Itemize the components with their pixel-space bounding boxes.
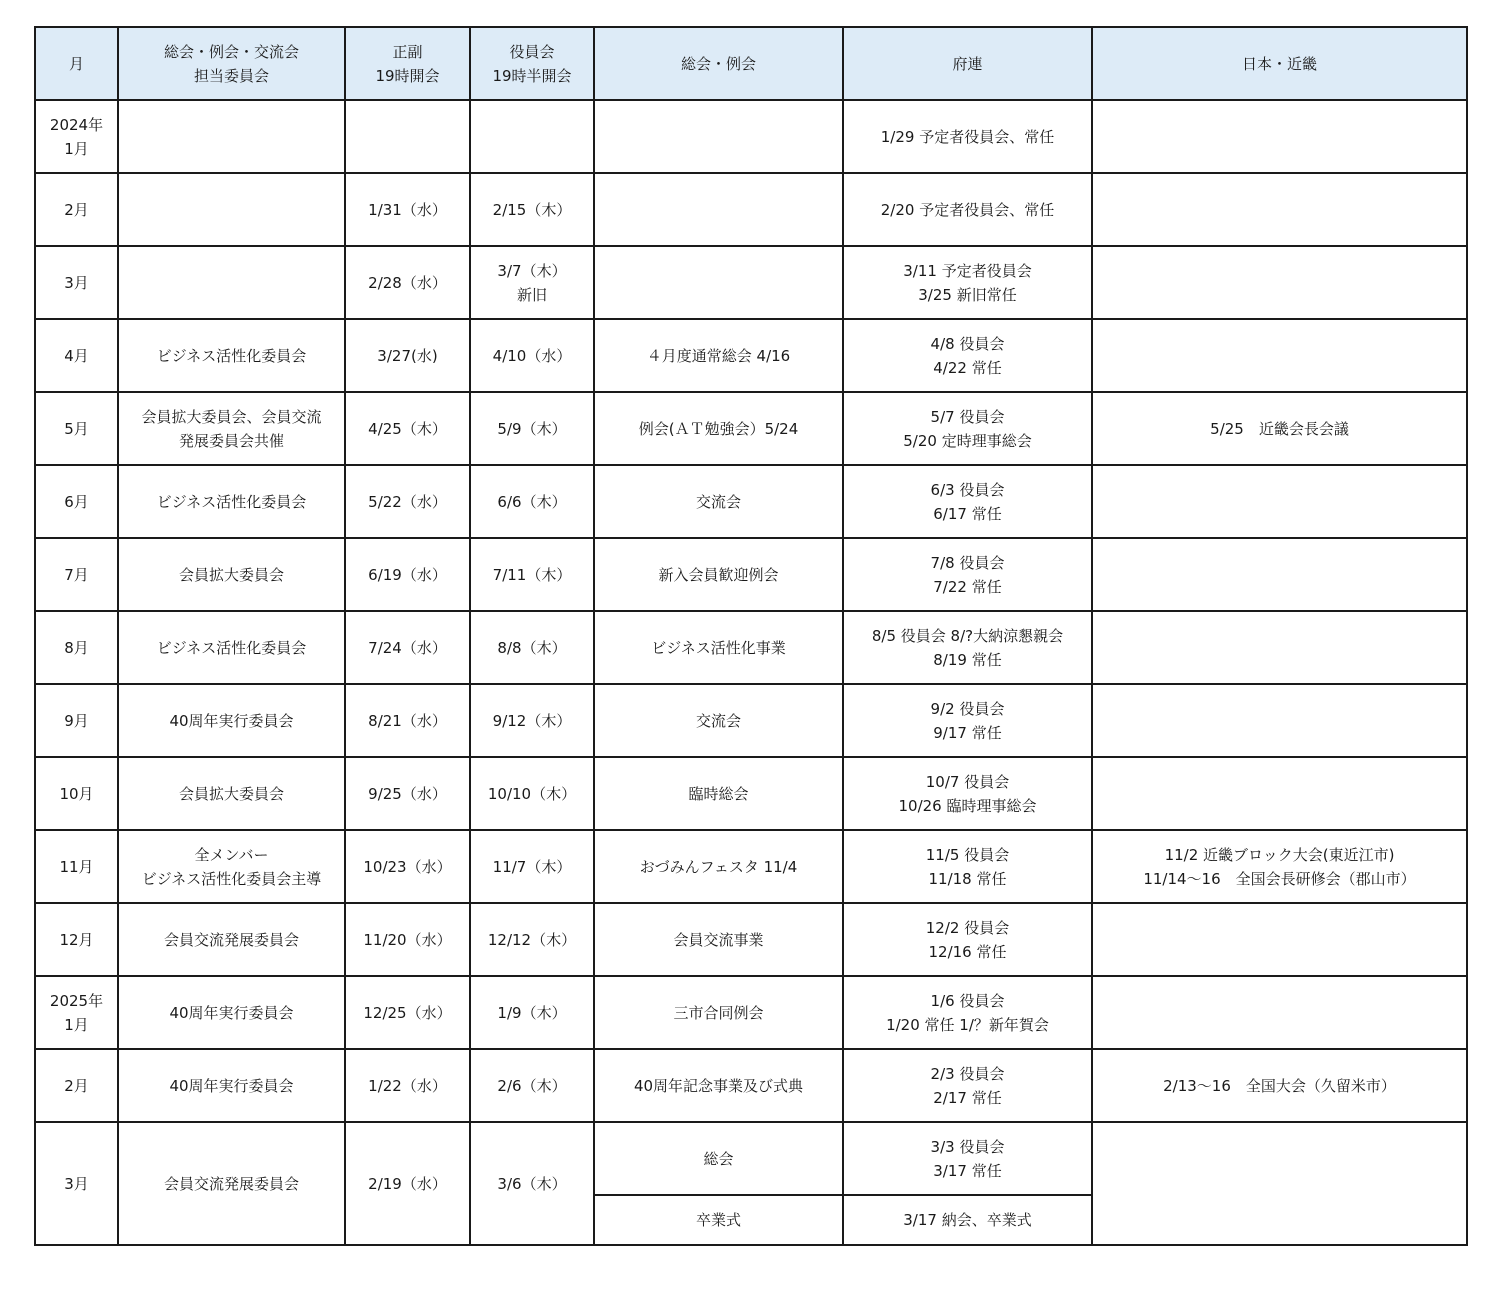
cell-furen: 1/29 予定者役員会、常任 [843,100,1092,173]
cell-soukai: 卒業式 [594,1195,843,1245]
cell-soukai: 新入会員歓迎例会 [594,538,843,611]
cell-nihon [1092,611,1467,684]
cell-seifuku: 9/25（水） [345,757,470,830]
cell-seifuku: 1/22（水） [345,1049,470,1122]
cell-committee: 全メンバー ビジネス活性化委員会主導 [118,830,345,903]
cell-furen: 7/8 役員会 7/22 常任 [843,538,1092,611]
cell-committee: ビジネス活性化委員会 [118,611,345,684]
cell-furen: 2/20 予定者役員会、常任 [843,173,1092,246]
table-row [35,830,1467,903]
cell-committee [118,246,345,319]
header-yakuinkai: 役員会 19時半開会 [470,27,594,100]
cell-furen: 4/8 役員会 4/22 常任 [843,319,1092,392]
header-nihon: 日本・近畿 [1092,27,1467,100]
cell-soukai: 交流会 [594,684,843,757]
cell-yakuinkai: 3/7（木） 新旧 [470,246,594,319]
cell-yakuinkai: 6/6（木） [470,465,594,538]
cell-nihon [1092,319,1467,392]
cell-committee: ビジネス活性化委員会 [118,319,345,392]
header-soukai: 総会・例会 [594,27,843,100]
cell-soukai: おづみんフェスタ 11/4 [594,830,843,903]
cell-seifuku: 6/19（水） [345,538,470,611]
cell-month: 8月 [35,611,118,684]
cell-furen: 3/17 納会、卒業式 [843,1195,1092,1245]
cell-furen: 2/3 役員会 2/17 常任 [843,1049,1092,1122]
cell-committee: 40周年実行委員会 [118,684,345,757]
cell-nihon [1092,465,1467,538]
cell-furen: 1/6 役員会 1/20 常任 1/？新年賀会 [843,976,1092,1049]
cell-committee: 会員拡大委員会、会員交流 発展委員会共催 [118,392,345,465]
cell-furen: 9/2 役員会 9/17 常任 [843,684,1092,757]
cell-furen: 5/7 役員会 5/20 定時理事総会 [843,392,1092,465]
cell-yakuinkai [470,100,594,173]
cell-soukai: 臨時総会 [594,757,843,830]
cell-soukai: 三市合同例会 [594,976,843,1049]
cell-month: 6月 [35,465,118,538]
cell-seifuku: 8/21（水） [345,684,470,757]
cell-nihon [1092,684,1467,757]
cell-month: 7月 [35,538,118,611]
cell-seifuku: 4/25（木） [345,392,470,465]
cell-seifuku: 2/19（水） [345,1122,470,1245]
cell-committee: 会員交流発展委員会 [118,903,345,976]
cell-month: 3月 [35,1122,118,1245]
cell-soukai: ４月度通常総会 4/16 [594,319,843,392]
cell-committee: 40周年実行委員会 [118,976,345,1049]
cell-yakuinkai: 10/10（木） [470,757,594,830]
cell-month: 4月 [35,319,118,392]
cell-yakuinkai: 5/9（木） [470,392,594,465]
table-row [35,611,1467,684]
cell-furen: 3/3 役員会 3/17 常任 [843,1122,1092,1195]
table-row [35,538,1467,611]
cell-soukai: 40周年記念事業及び式典 [594,1049,843,1122]
cell-month: 2月 [35,1049,118,1122]
table-row [35,684,1467,757]
cell-yakuinkai: 11/7（木） [470,830,594,903]
table-row [35,903,1467,976]
cell-soukai: 例会(ＡＴ勉強会）5/24 [594,392,843,465]
cell-nihon [1092,100,1467,173]
cell-yakuinkai: 7/11（木） [470,538,594,611]
table-row [35,757,1467,830]
cell-seifuku: 1/31（水） [345,173,470,246]
cell-seifuku: 2/28（水） [345,246,470,319]
header-furen: 府連 [843,27,1092,100]
cell-month: 3月 [35,246,118,319]
table-row [35,392,1467,465]
cell-nihon: 5/25 近畿会長会議 [1092,392,1467,465]
cell-soukai: 総会 [594,1122,843,1195]
cell-furen: 11/5 役員会 11/18 常任 [843,830,1092,903]
table-row [35,1122,1467,1195]
cell-nihon: 2/13〜16 全国大会（久留米市） [1092,1049,1467,1122]
cell-committee: 40周年実行委員会 [118,1049,345,1122]
cell-soukai [594,100,843,173]
cell-month: 2024年 1月 [35,100,118,173]
cell-nihon: 11/2 近畿ブロック大会(東近江市) 11/14〜16 全国会長研修会（郡山市） [1092,830,1467,903]
cell-nihon [1092,757,1467,830]
table-row [35,319,1467,392]
cell-furen: 6/3 役員会 6/17 常任 [843,465,1092,538]
cell-committee: ビジネス活性化委員会 [118,465,345,538]
cell-seifuku: 12/25（水） [345,976,470,1049]
cell-yakuinkai: 9/12（木） [470,684,594,757]
table-row [35,100,1467,173]
cell-yakuinkai: 2/15（木） [470,173,594,246]
cell-furen: 8/5 役員会 8/?大納涼懇親会 8/19 常任 [843,611,1092,684]
table-row [35,976,1467,1049]
table-row [35,465,1467,538]
cell-nihon [1092,246,1467,319]
cell-yakuinkai: 8/8（木） [470,611,594,684]
cell-furen: 3/11 予定者役員会 3/25 新旧常任 [843,246,1092,319]
cell-furen: 12/2 役員会 12/16 常任 [843,903,1092,976]
cell-seifuku [345,100,470,173]
cell-committee [118,100,345,173]
cell-yakuinkai: 3/6（木） [470,1122,594,1245]
cell-seifuku: 7/24（水） [345,611,470,684]
cell-committee: 会員拡大委員会 [118,757,345,830]
cell-soukai: 会員交流事業 [594,903,843,976]
cell-soukai [594,246,843,319]
schedule-table [34,26,1468,1246]
table-row [35,1049,1467,1122]
cell-soukai [594,173,843,246]
cell-furen: 10/7 役員会 10/26 臨時理事総会 [843,757,1092,830]
header-committee: 総会・例会・交流会 担当委員会 [118,27,345,100]
cell-committee: 会員交流発展委員会 [118,1122,345,1245]
cell-soukai: ビジネス活性化事業 [594,611,843,684]
cell-committee: 会員拡大委員会 [118,538,345,611]
header-row [35,27,1467,100]
cell-month: 10月 [35,757,118,830]
cell-yakuinkai: 4/10（水） [470,319,594,392]
cell-yakuinkai: 1/9（木） [470,976,594,1049]
cell-month: 12月 [35,903,118,976]
cell-month: 2025年 1月 [35,976,118,1049]
cell-seifuku: 5/22（水） [345,465,470,538]
cell-month: 9月 [35,684,118,757]
cell-yakuinkai: 2/6（木） [470,1049,594,1122]
cell-yakuinkai: 12/12（木） [470,903,594,976]
cell-nihon [1092,976,1467,1049]
cell-nihon [1092,903,1467,976]
cell-nihon [1092,173,1467,246]
table-row [35,173,1467,246]
cell-nihon [1092,1122,1467,1245]
cell-seifuku: 3/27(水) [345,319,470,392]
header-month: 月 [35,27,118,100]
cell-seifuku: 10/23（水） [345,830,470,903]
cell-nihon [1092,538,1467,611]
cell-soukai: 交流会 [594,465,843,538]
cell-month: 11月 [35,830,118,903]
cell-month: 2月 [35,173,118,246]
cell-month: 5月 [35,392,118,465]
header-seifuku: 正副 19時開会 [345,27,470,100]
cell-seifuku: 11/20（水） [345,903,470,976]
cell-committee [118,173,345,246]
table-row [35,246,1467,319]
